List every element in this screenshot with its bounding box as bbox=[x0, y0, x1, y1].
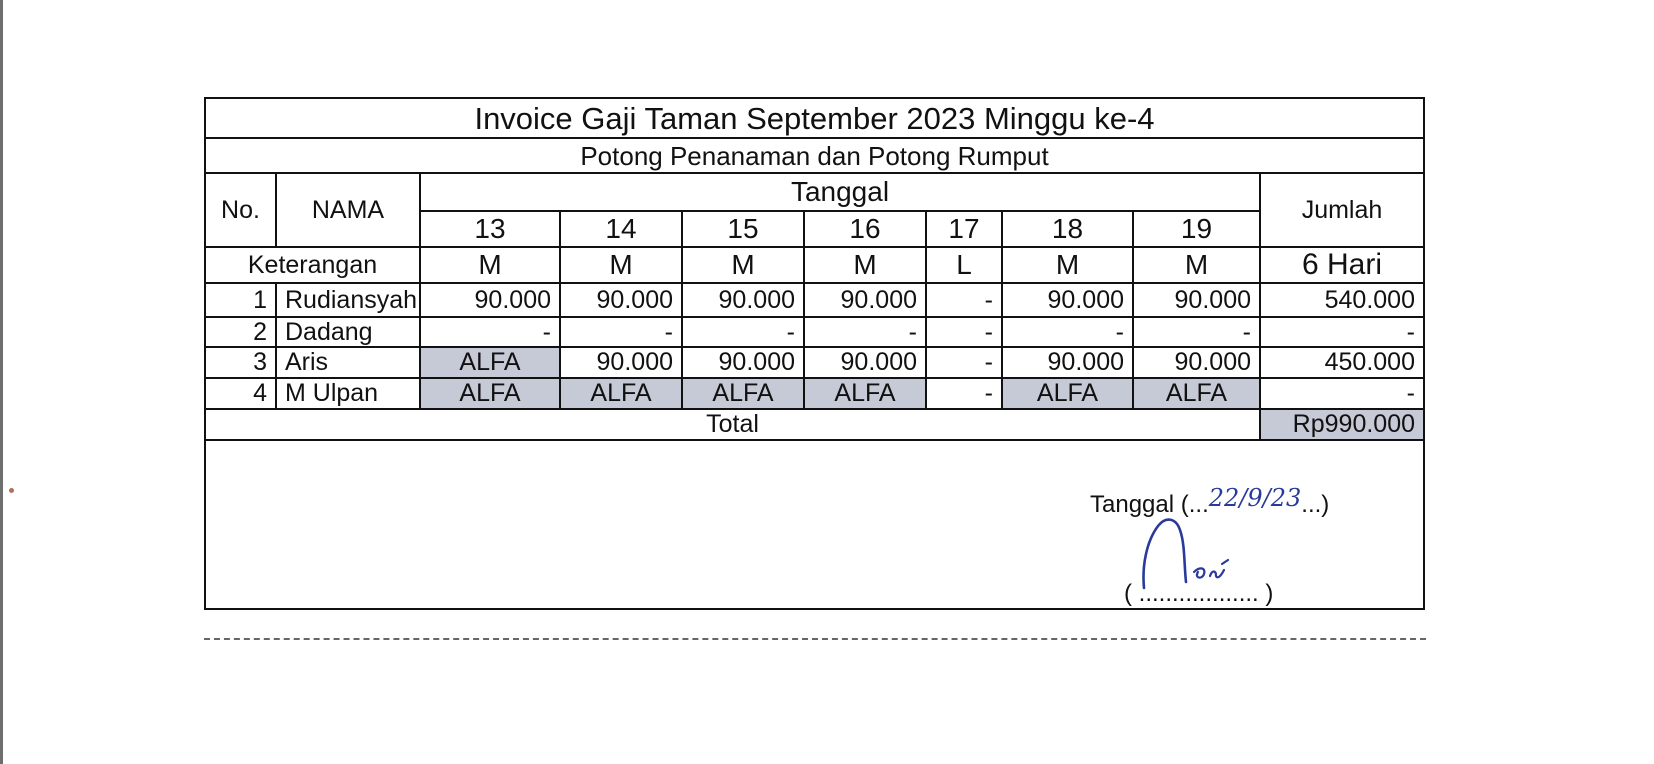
day-code: M bbox=[1133, 247, 1260, 283]
row-value: 90.000 bbox=[682, 347, 804, 378]
total-row bbox=[206, 409, 1423, 440]
row-value-alfa: ALFA bbox=[1002, 378, 1133, 409]
row-value: 90.000 bbox=[682, 283, 804, 317]
row-value-alfa: ALFA bbox=[420, 347, 560, 378]
keterangan-label: Keterangan bbox=[206, 247, 420, 283]
row-jumlah: - bbox=[1260, 317, 1423, 347]
row-value: - bbox=[926, 283, 1002, 317]
row-nama: M Ulpan bbox=[276, 378, 420, 409]
row-nama: Rudiansyah bbox=[276, 283, 420, 317]
row-no: 3 bbox=[206, 347, 276, 378]
row-value: - bbox=[682, 317, 804, 347]
row-value: - bbox=[420, 317, 560, 347]
table-row bbox=[206, 283, 1423, 317]
tanggal-handwritten: 22/9/23 bbox=[1208, 484, 1302, 512]
row-nama: Dadang bbox=[276, 317, 420, 347]
row-value: 90.000 bbox=[560, 283, 682, 317]
header-jumlah: Jumlah bbox=[1260, 173, 1423, 247]
day-code: L bbox=[926, 247, 1002, 283]
row-value-alfa: ALFA bbox=[1133, 378, 1260, 409]
row-value: 90.000 bbox=[420, 283, 560, 317]
tanggal-prefix: Tanggal ( bbox=[1090, 491, 1189, 518]
row-value: - bbox=[804, 317, 926, 347]
day-header: 13 bbox=[420, 211, 560, 247]
table-row bbox=[206, 347, 1423, 378]
dashed-cut-line bbox=[204, 638, 1426, 640]
row-value: - bbox=[926, 378, 1002, 409]
tanggal-suffix: ...) bbox=[1301, 491, 1330, 518]
scan-left-edge bbox=[0, 0, 3, 764]
row-no: 2 bbox=[206, 317, 276, 347]
day-header: 14 bbox=[560, 211, 682, 247]
row-value: 90.000 bbox=[804, 283, 926, 317]
row-value: 90.000 bbox=[1133, 283, 1260, 317]
row-value: - bbox=[926, 317, 1002, 347]
sign-dots: .................. bbox=[1138, 580, 1259, 607]
row-value: 90.000 bbox=[560, 347, 682, 378]
header-nama: NAMA bbox=[276, 173, 420, 247]
total-label: Total bbox=[206, 409, 1260, 440]
row-no: 4 bbox=[206, 378, 276, 409]
day-code: M bbox=[1002, 247, 1133, 283]
row-jumlah: 540.000 bbox=[1260, 283, 1423, 317]
row-value: 90.000 bbox=[804, 347, 926, 378]
row-value: - bbox=[1133, 317, 1260, 347]
day-header: 16 bbox=[804, 211, 926, 247]
total-value: Rp990.000 bbox=[1260, 409, 1423, 440]
day-code: M bbox=[420, 247, 560, 283]
invoice-title: Invoice Gaji Taman September 2023 Minggu ke-4 bbox=[206, 99, 1423, 138]
row-value: 90.000 bbox=[1133, 347, 1260, 378]
row-value-alfa: ALFA bbox=[682, 378, 804, 409]
invoice-sheet bbox=[204, 97, 1425, 610]
row-value: 90.000 bbox=[1002, 283, 1133, 317]
row-jumlah: 450.000 bbox=[1260, 347, 1423, 378]
row-value: 90.000 bbox=[1002, 347, 1133, 378]
sign-close: ) bbox=[1265, 580, 1274, 607]
day-code: M bbox=[560, 247, 682, 283]
row-value-alfa: ALFA bbox=[420, 378, 560, 409]
day-header: 18 bbox=[1002, 211, 1133, 247]
hari-count: 6 Hari bbox=[1260, 247, 1423, 283]
row-value: - bbox=[1002, 317, 1133, 347]
signature-name-line bbox=[1124, 580, 1273, 608]
row-value: - bbox=[560, 317, 682, 347]
day-code: M bbox=[682, 247, 804, 283]
signature-area bbox=[206, 452, 1423, 608]
day-header: 17 bbox=[926, 211, 1002, 247]
day-header: 19 bbox=[1133, 211, 1260, 247]
header-no: No. bbox=[206, 173, 276, 247]
invoice-table bbox=[206, 99, 1423, 441]
day-header: 15 bbox=[682, 211, 804, 247]
table-row bbox=[206, 317, 1423, 347]
invoice-subtitle: Potong Penanaman dan Potong Rumput bbox=[206, 138, 1423, 173]
row-nama: Aris bbox=[276, 347, 420, 378]
day-code: M bbox=[804, 247, 926, 283]
row-value: - bbox=[926, 347, 1002, 378]
header-tanggal: Tanggal bbox=[420, 173, 1260, 211]
scan-speck bbox=[9, 488, 14, 493]
row-jumlah: - bbox=[1260, 378, 1423, 409]
row-value-alfa: ALFA bbox=[560, 378, 682, 409]
table-row bbox=[206, 378, 1423, 409]
row-value-alfa: ALFA bbox=[804, 378, 926, 409]
tanggal-dots: ... bbox=[1188, 491, 1209, 518]
row-no: 1 bbox=[206, 283, 276, 317]
sign-open: ( bbox=[1124, 580, 1132, 607]
